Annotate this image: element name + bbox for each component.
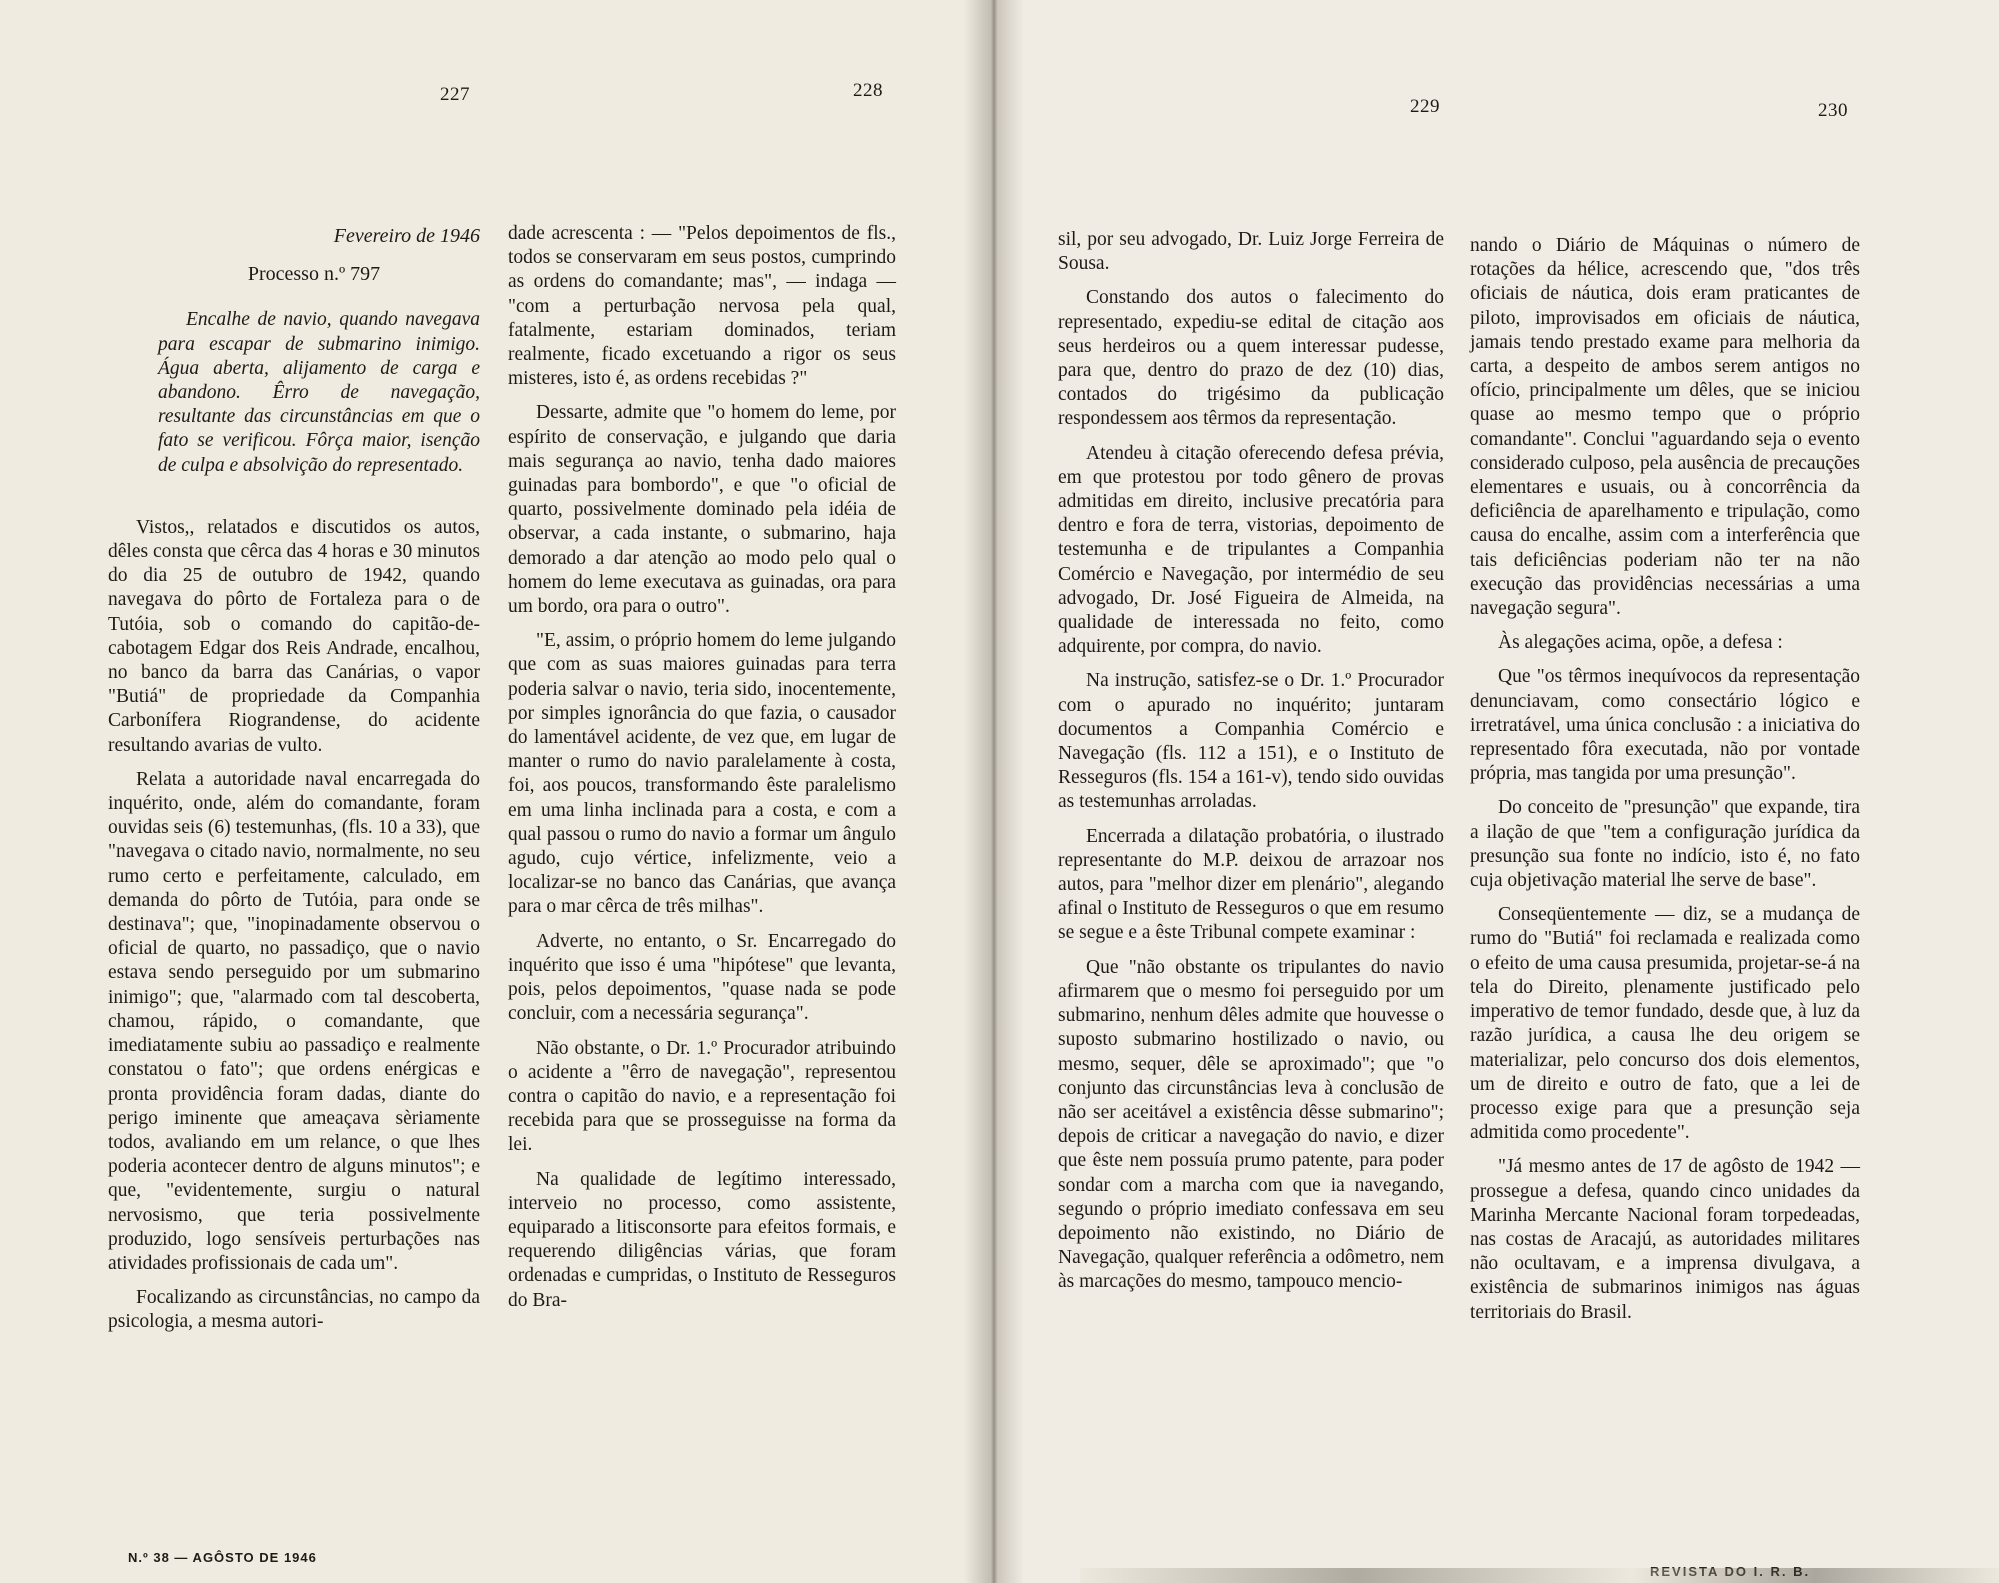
page-number-230: 230 <box>1818 100 1848 121</box>
footer-issue: N.º 38 — AGÔSTO DE 1946 <box>128 1550 317 1565</box>
paragraph: Não obstante, o Dr. 1.º Procurador atribuindo o acidente a "êrro de navegação", representou contra o capitão do navio, e a representação foi recebida para que se prosseguisse na forma da lei. <box>508 1037 896 1156</box>
column-page-227 <box>108 224 480 1345</box>
page-number-228: 228 <box>853 80 883 101</box>
paragraph: "Já mesmo antes de 17 de agôsto de 1942 —prossegue a defesa, quando cinco unidades da Marinha Mercante Nacional foram torpedeadas, nas costas de Aracajú, as autoridades militares não ocultavam, e a imprensa divulgava, a existência de submarinos inimigos nas águas territoriais do Brasil. <box>1470 1156 1860 1323</box>
process-number: Processo n.º 797 <box>247 263 381 286</box>
paragraph: Vistos,, relatados e discutidos os autos, dêles consta que cêrca das 4 horas e 30 minutos do dia 25 de outubro de 1942, quando navegava do pôrto de Fortaleza para o de Tutóia, sob o comando do capitão-de-cabotagem Edgar dos Reis Andrade, encalhou, no banco da barra das Canárias, o vapor "Butiá" de propriedade da Companhia Carbonífera Riograndense, do acidente resultando avarias de vulto. <box>108 516 481 756</box>
case-summary: Encalhe de navio, quando navegava para escapar de submarino inimigo. Água aberta, alijamento de carga e abandono. Êrro de navegação, resultante das circunstâncias em que o fato se verificou. Fôrça maior, isenção de culpa e absolvição do representado. <box>158 309 480 476</box>
book-gutter <box>964 0 1024 1583</box>
paragraph: Na qualidade de legítimo interessado, interveio no processo, como assistente, equiparado a litisconsorte para efeitos formais, e requerendo diligências várias, que foram ordenadas e cumpridas, o Instituto de Resseguros do Bra- <box>508 1168 896 1311</box>
paragraph: Encerrada a dilatação probatória, o ilustrado representante do M.P. deixou de arrazoar nos autos, para "melhor dizer em plenário", alegando afinal o Instituto de Resseguros o que em resumo se segue e a êste Tribunal compete examinar : <box>1058 825 1444 944</box>
footer-journal: REVISTA DO I. R. B. <box>1650 1564 1811 1579</box>
paragraph: Às alegações acima, opõe, a defesa : <box>1498 632 1783 654</box>
page-edge-shadow <box>1080 1568 1999 1583</box>
paragraph: Constando dos autos o falecimento do representado, expediu-se edital de citação aos seus herdeiros ou a quem interessar pudesse, para que, dentro do prazo de dez (10) dias, contados do trigésimo da publicação respondessem aos têrmos da representação. <box>1058 287 1444 430</box>
paragraph: Na instrução, satisfez-se o Dr. 1.º Procurador com o apurado no inquérito; juntaram documentos a Companhia Comércio e Navegação (fls. 112 a 151), e o Instituto de Resseguros (fls. 154 a 161-v), tendo sido ouvidas as testemunhas arroladas. <box>1058 670 1444 813</box>
paragraph: Que "os têrmos inequívocos da representação denunciavam, como consectário lógico e irretratável, uma única conclusão : a iniciativa do representado fôra executada, não por vontade própria, mas tangida por uma presunção". <box>1470 666 1860 785</box>
paragraph: Adverte, no entanto, o Sr. Encarregado do inquérito que isso é uma "hipótese" que levanta, pois, pelos depoimentos, "quase nada se pode concluir, com a necessária segurança". <box>508 930 896 1025</box>
paragraph: Conseqüentemente — diz, se a mudança de rumo do "Butiá" foi reclamada e realizada como o efeito de uma causa presumida, projetar-se-á na tela do Direito, plenamente justificado pelo imperativo de temor fundado, desde que, à luz da razão jurídica, a causa lhe deu origem se materializar, pelo concurso dos dois elementos, um de direito e outro de fato, que a lei de processo exige para que a presunção seja admitida como procedente". <box>1470 904 1860 1144</box>
column-page-229 <box>1058 228 1444 1305</box>
paragraph: Relata a autoridade naval encarregada do inquérito, onde, além do comandante, foram ouvidas seis (6) testemunhas, (fls. 10 a 33), que "navegava o citado navio, normalmente, no seu rumo certo e perfeitamente, calculado, em demanda do pôrto de Tutóia, para onde se destinava"; que, "inopinadamente observou o oficial de quarto, no passadiço, que o navio estava sendo perseguido por um submarino inimigo"; que, "alarmado com tal descoberta, chamou, rápido, o comandante, que imediatamente subiu ao passadiço e realmente constatou o fato"; que ordens enérgicas e pronta providência foram dadas, diante do perigo iminente que ameaçava sèriamente todos, avaliando em um relance, o que lhes poderia acontecer dentro de alguns minutos"; e que, "evidentemente, surgiu o natural nervosismo, que teria possivelmente produzido, logo sensíveis perturbações nas atividades profissionais de cada um". <box>108 768 480 1274</box>
paragraph: Atendeu à citação oferecendo defesa prévia, em que protestou por todo gênero de provas admitidas em direito, inclusive precatória para dentro e fora de terra, vistorias, depoimento de testemunha e de tripulantes a Companhia Comércio e Navegação, por intermédio de seu advogado, Dr. José Figueira de Almeida, na qualidade de interessada no feito, como adquirente, por compra, do navio. <box>1058 442 1444 658</box>
decision-date: Fevereiro de 1946 <box>333 225 480 247</box>
page-number-227: 227 <box>440 84 470 105</box>
paragraph: Focalizando as circunstâncias, no campo da psicologia, a mesma autori- <box>108 1287 480 1333</box>
column-page-228 <box>508 222 896 1323</box>
paragraph: sil, por seu advogado, Dr. Luiz Jorge Ferreira de Sousa. <box>1058 229 1444 275</box>
paragraph: Dessarte, admite que "o homem do leme, por espírito de conservação, e julgando que daria mais segurança ao navio, tenha dado maiores guinadas para bombordo", e que "o oficial de quarto, possivelmente dominado pela idéia de observar, a cada instante, o submarino, haja demorado a dar atenção ao modo pelo qual o homem do leme executava as guinadas, ora para um bordo, ora para o outro". <box>508 402 896 618</box>
paragraph: Do conceito de "presunção" que expande, tira a ilação de que "tem a configuração jurídica da presunção sua fonte no indício, isto é, no fato cuja objetivação material lhe serve de base". <box>1470 797 1860 892</box>
paragraph: Que "não obstante os tripulantes do navio afirmarem que o mesmo foi perseguido por um submarino, nenhum dêles admite que houvesse o suposto submarino hostilizado o navio, ou mesmo, sequer, dêle se aproximado"; que "o conjunto das circunstâncias leva à conclusão de não ser aceitável a existência dêsse submarino"; depois de criticar a navegação do navio, e dizer que êste nem possuía prumo patente, para poder sondar com a marcha com que ia navegando, segundo o próprio imediato confessava em seu depoimento não existindo, no Diário de Navegação, qualquer referência a odômetro, nem às marcações do mesmo, tampouco mencio- <box>1058 956 1444 1293</box>
paragraph: dade acrescenta : — "Pelos depoimentos de fls., todos se conservaram em seus postos, cumprindo as ordens do comandante; mas", — indaga — "com a perturbação nervosa pela qual, fatalmente, estariam dominados, teriam realmente, ficado excetuando a rigor os seus misteres, isto é, as ordens recebidas ?" <box>508 223 896 390</box>
paragraph: nando o Diário de Máquinas o número de rotações da hélice, acrescendo que, "dos três oficiais de náutica, dois eram praticantes de piloto, improvisados em oficiais de náutica, jamais tendo prestado exame para melhoria da carta, a despeito de ambos serem antigos no ofício, principalmente um dêles, que se iniciou quase ao mesmo tempo que o próprio comandante". Conclui "aguardando seja o evento considerado culposo, pela ausência de precauções elementares e usuais, ou à concorrência da deficiência de aparelhamento e tripulação, como causa do encalhe, assim com a interferência que tais deficiências poderiam não ter na não execução das providências necessárias a uma navegação segura". <box>1470 235 1860 620</box>
column-page-230 <box>1470 234 1860 1335</box>
paragraph: "E, assim, o próprio homem do leme julgando que com as suas maiores guinadas para terra poderia salvar o navio, teria sido, inocentemente, por simples ignorância do que fazia, o causador do lamentável acidente, de vez que, em lugar de manter o rumo do navio paralelamente à costa, foi, aos poucos, transformando êste paralelismo em uma linha inclinada para a costa, e com a qual passou o rumo do navio a formar um ângulo agudo, cujo vértice, infelizmente, veio a localizar-se no banco das Canárias, que avança para o mar cêrca de três milhas". <box>508 630 896 918</box>
page-number-229: 229 <box>1410 96 1440 117</box>
